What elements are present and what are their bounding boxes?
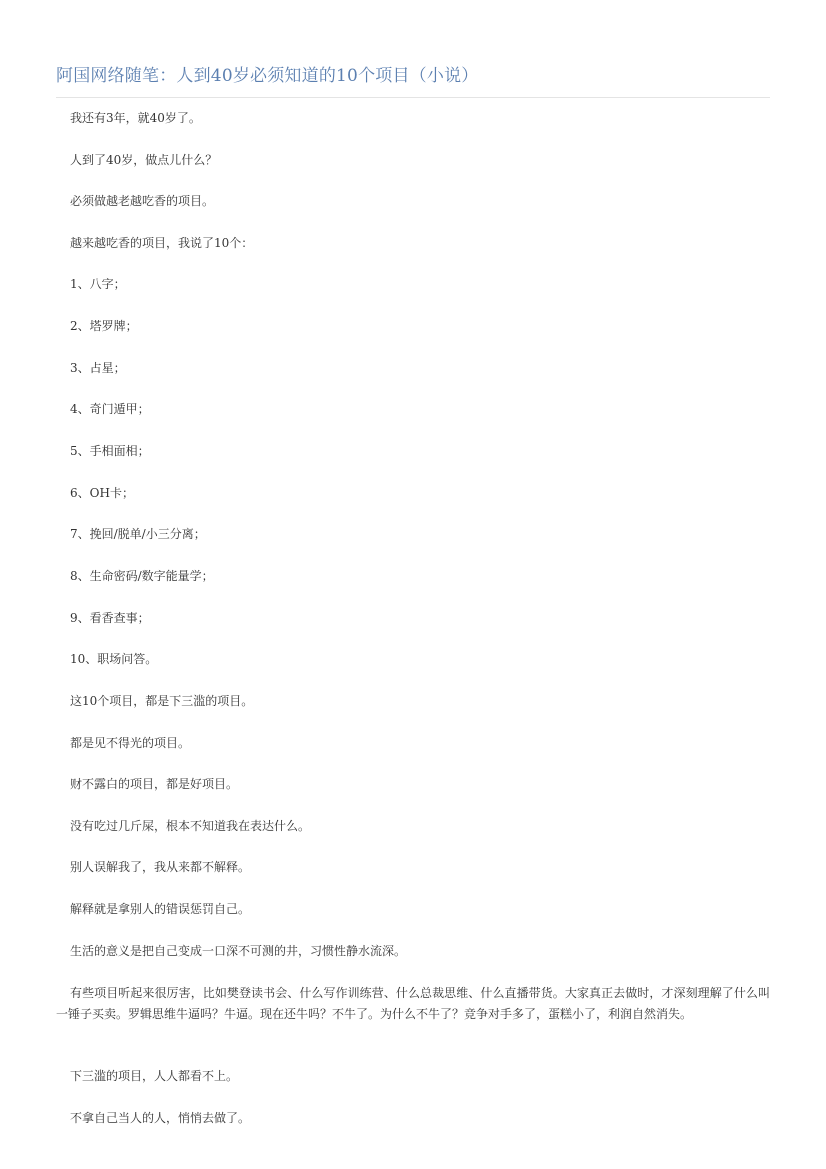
paragraph-12: 有些项目听起来很厉害，比如樊登读书会、什么写作训练营、什么总裁思维、什么直播带货。大家真正去做时，才深刻理解了什么叫一锤子买卖。罗辑思维牛逼吗？牛逼。现在还牛吗？不牛了。为什么不牛了？竞争对手多了，蛋糕小了，利润自然消失。 [56,986,770,1021]
list-item-3: 3、占星； [70,361,126,375]
list-item-7: 7、挽回/脱单/小三分离； [70,527,206,541]
list-item-5: 5、手相面相； [70,444,150,458]
list-item-4: 4、奇门遁甲； [70,402,150,416]
paragraph-9: 别人误解我了，我从来都不解释。 [70,860,251,874]
paragraph-10: 解释就是拿别人的错误惩罚自己。 [70,902,251,916]
paragraph-11: 生活的意义是把自己变成一口深不可测的井，习惯性静水流深。 [70,944,407,958]
paragraph-6: 都是见不得光的项目。 [70,736,191,750]
paragraph-4: 越来越吃香的项目，我说了10个： [70,236,254,250]
list-item-1: 1、八字； [70,277,126,291]
paragraph-13: 下三滥的项目，人人都看不上。 [70,1069,239,1083]
paragraph-3: 必须做越老越吃香的项目。 [70,194,215,208]
list-item-8: 8、生命密码/数字能量学； [70,569,214,583]
title-divider [56,97,770,98]
paragraph-2: 人到了40岁，做点儿什么？ [70,153,218,167]
paragraph-8: 没有吃过几斤屎，根本不知道我在表达什么。 [70,819,311,833]
article-title: 阿国网络随笔：人到40岁必须知道的10个项目（小说） [56,66,479,86]
paragraph-5: 这10个项目，都是下三滥的项目。 [70,694,254,708]
list-item-10: 10、职场问答。 [70,652,158,666]
paragraph-14: 不拿自己当人的人，悄悄去做了。 [70,1111,251,1125]
paragraph-1: 我还有3年，就40岁了。 [70,111,201,125]
paragraph-7: 财不露白的项目，都是好项目。 [70,777,239,791]
list-item-6: 6、OH卡； [70,486,134,500]
list-item-9: 9、看香查事； [70,611,150,625]
list-item-2: 2、塔罗牌； [70,319,138,333]
